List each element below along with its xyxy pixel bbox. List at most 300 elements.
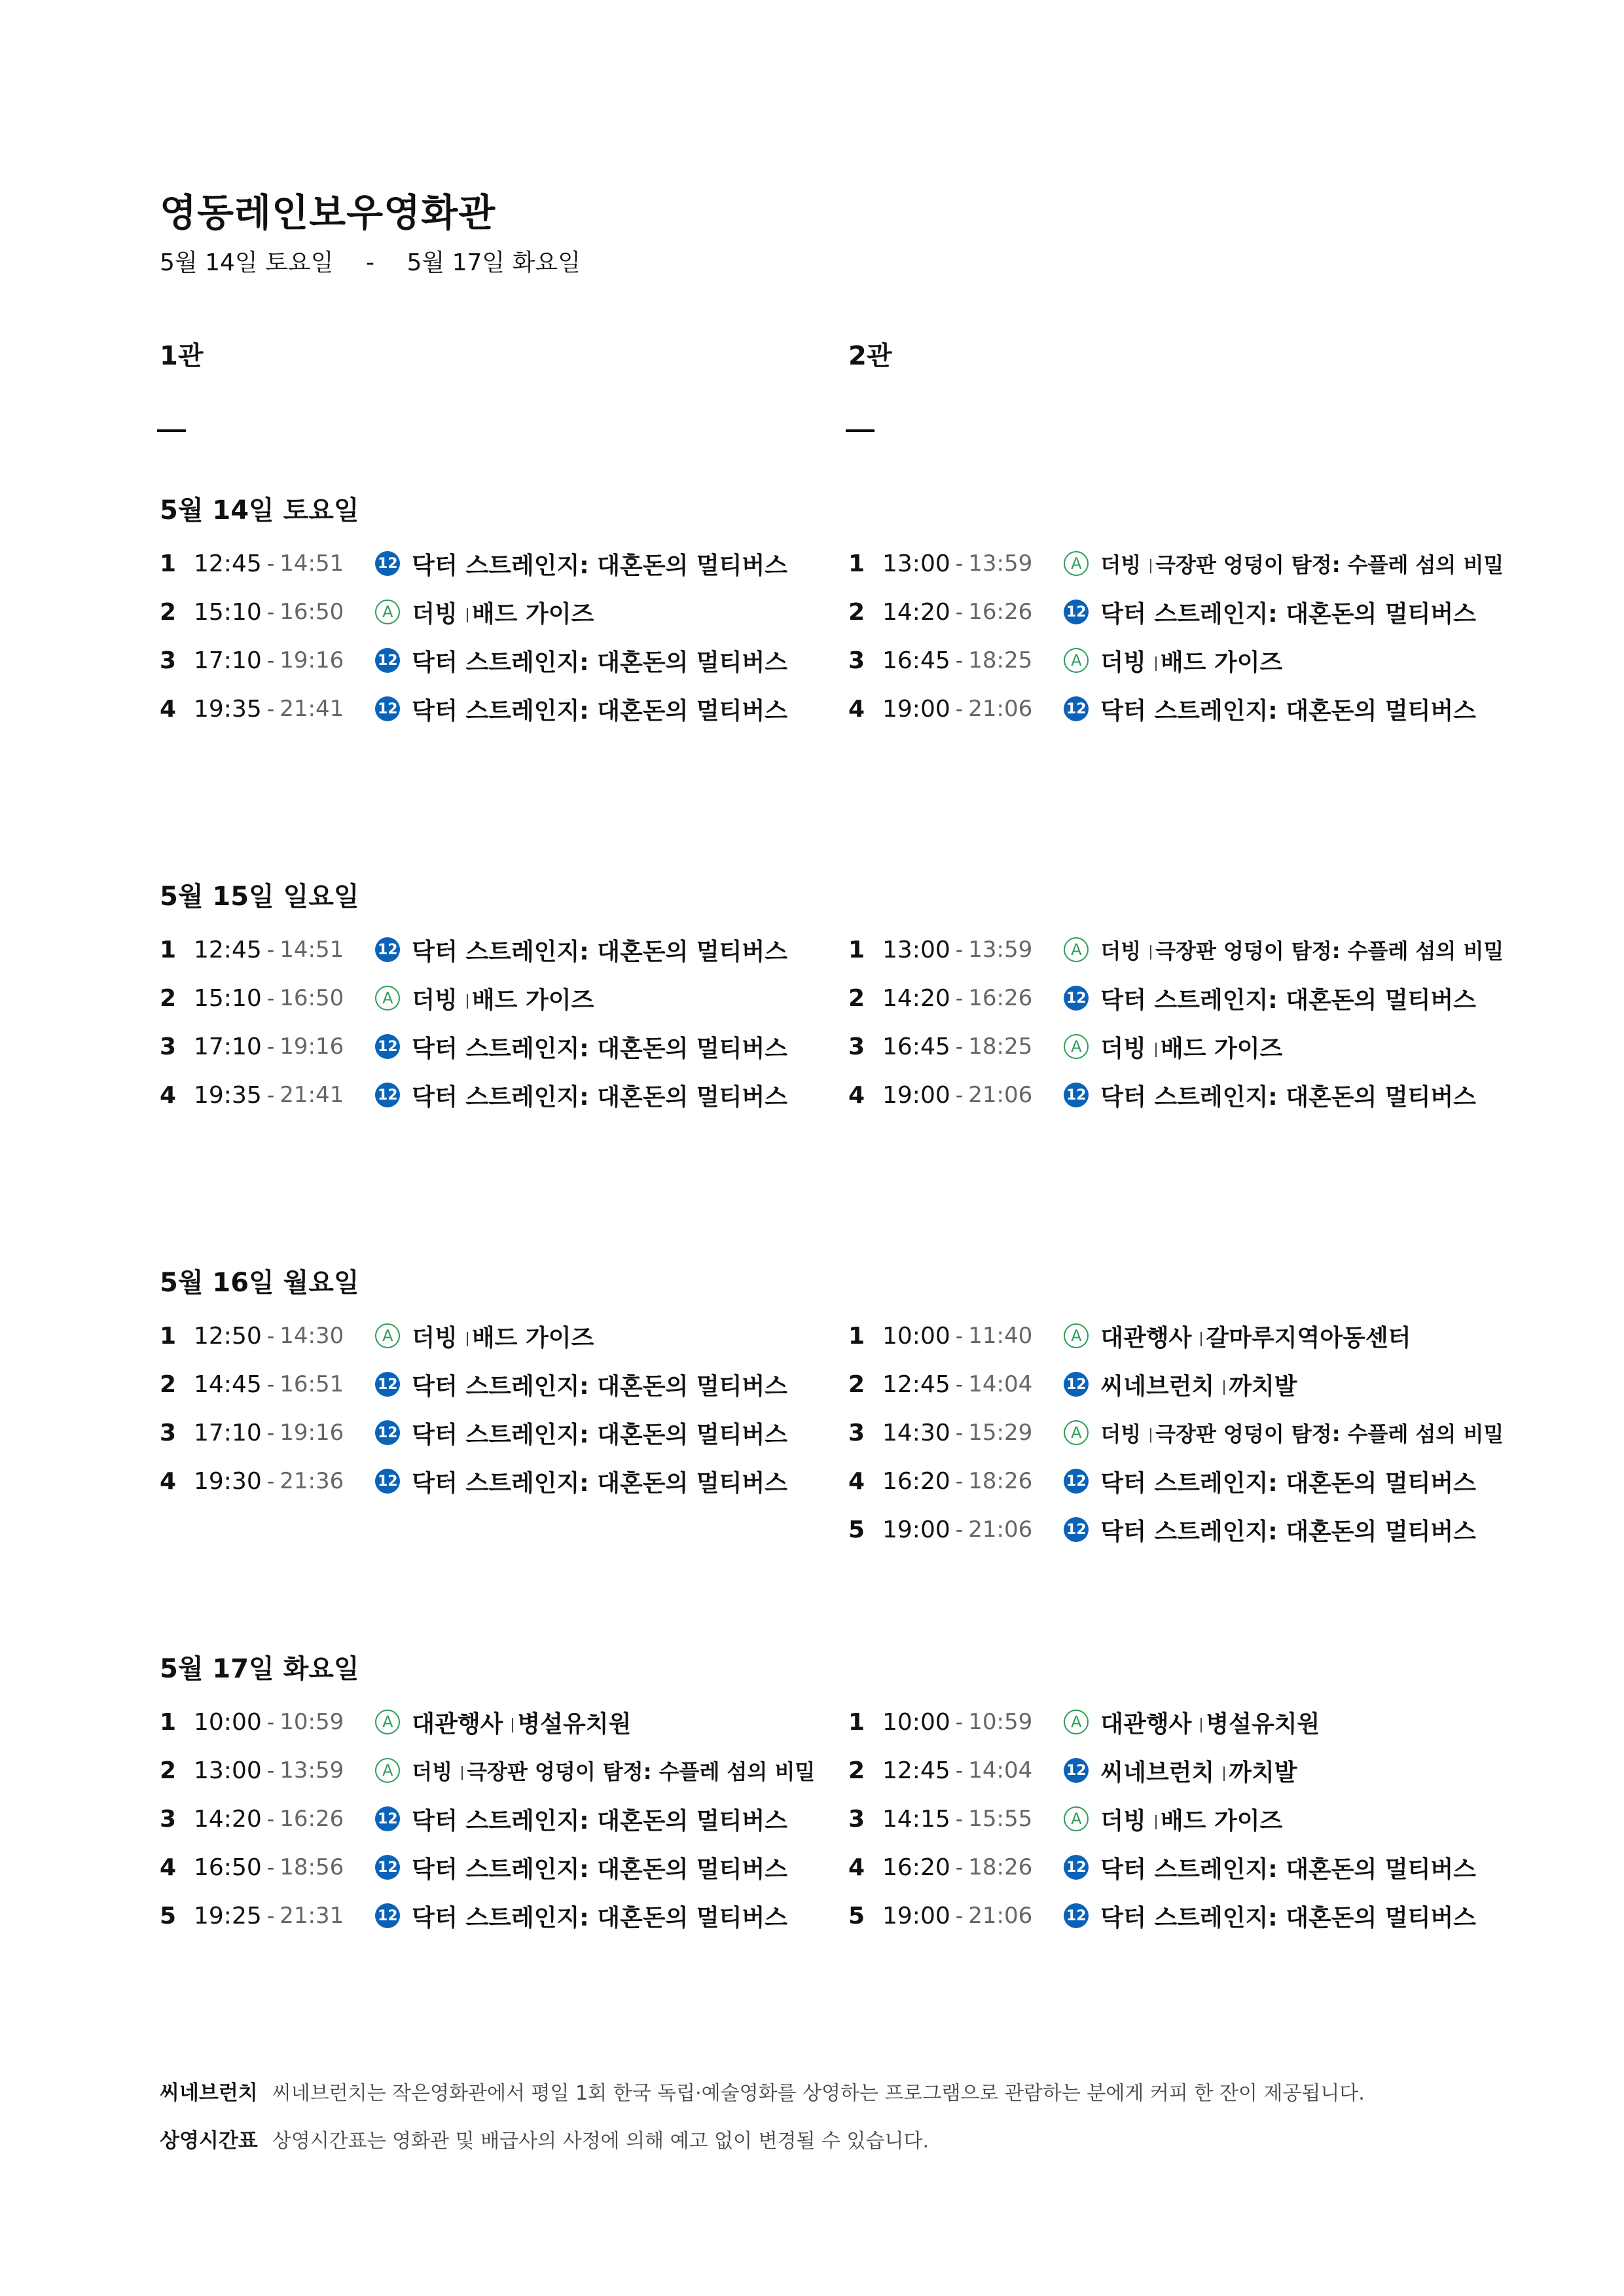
start-time: 16:20	[882, 1467, 950, 1495]
start-time: 14:30	[882, 1419, 950, 1446]
end-time: 14:30	[280, 1323, 344, 1349]
time-separator: -	[955, 1083, 964, 1107]
showtime-row	[160, 596, 594, 628]
showtime-row	[160, 547, 787, 580]
time-separator: -	[955, 1517, 964, 1542]
film-title	[412, 933, 787, 967]
end-time: 10:59	[968, 1709, 1033, 1735]
time-separator: -	[955, 1034, 964, 1059]
rating-12-icon: 12	[1064, 1903, 1089, 1928]
time-separator: -	[266, 696, 275, 721]
hall-1-dash	[157, 429, 186, 432]
film-title	[412, 1706, 631, 1739]
time-separator: -	[955, 1420, 964, 1445]
film-title	[1100, 596, 1476, 629]
end-time: 18:56	[280, 1854, 344, 1880]
note-label: 상영시간표	[160, 2129, 258, 2153]
divider	[1150, 945, 1151, 960]
film-title	[1100, 1513, 1476, 1547]
showtime-row	[848, 644, 1282, 677]
note-label: 씨네브런치	[160, 2081, 258, 2105]
end-time: 19:16	[280, 1033, 344, 1060]
start-time: 15:10	[194, 984, 262, 1012]
start-time: 14:15	[882, 1805, 950, 1833]
rating-12-icon: 12	[375, 937, 400, 962]
screening-number: 1	[848, 550, 865, 577]
start-time: 13:00	[882, 936, 950, 963]
film-title	[412, 1899, 787, 1933]
screening-number: 1	[160, 550, 177, 577]
film-name: 까치발	[1229, 1759, 1297, 1786]
day-heading: 5월 15일 일요일	[160, 882, 359, 912]
showtime-row	[848, 1368, 1297, 1401]
note-text: 상영시간표는 영화관 및 배급사의 사정에 의해 예고 없이 변경될 수 있습니다.	[272, 2130, 929, 2153]
showtime-row	[848, 1030, 1282, 1063]
end-time: 19:16	[280, 1420, 344, 1446]
showtime-row	[848, 692, 1476, 725]
film-title	[1100, 1030, 1282, 1064]
screening-number: 1	[160, 936, 177, 963]
end-time: 21:41	[280, 1082, 344, 1108]
screening-number: 3	[160, 1419, 177, 1446]
showtime-row	[848, 547, 1504, 580]
rating-12-icon: 12	[375, 1034, 400, 1059]
film-name: 닥터 스트레인지: 대혼돈의 멀티버스	[1100, 1904, 1476, 1931]
film-name: 닥터 스트레인지: 대혼돈의 멀티버스	[1100, 1856, 1476, 1883]
end-time: 21:06	[968, 1903, 1033, 1929]
start-time: 16:20	[882, 1854, 950, 1881]
start-time: 14:20	[882, 598, 950, 626]
screening-type: 더빙	[1100, 939, 1142, 963]
showtime-row	[160, 1079, 787, 1111]
showtime-row	[160, 1706, 631, 1738]
end-time: 19:16	[280, 647, 344, 673]
divider	[1150, 1428, 1151, 1443]
screening-type: 씨네브런치	[1100, 1372, 1215, 1400]
film-title	[412, 1416, 787, 1450]
rating-all-icon: A	[375, 1710, 400, 1734]
date-from: 5월 14일 토요일	[160, 249, 334, 276]
start-time: 10:00	[194, 1708, 262, 1736]
rating-all-icon: A	[1064, 1710, 1089, 1734]
showtime-row	[160, 1803, 787, 1835]
showtime-row	[848, 1754, 1297, 1787]
screening-type: 더빙	[412, 600, 458, 628]
screening-type: 대관행사	[1100, 1324, 1192, 1352]
rating-12-icon: 12	[375, 1372, 400, 1397]
screening-number: 4	[848, 1081, 865, 1109]
screening-number: 4	[160, 1081, 177, 1109]
hall-1-heading: 1관	[160, 341, 204, 371]
film-name: 닥터 스트레인지: 대혼돈의 멀티버스	[412, 649, 787, 676]
time-separator: -	[955, 551, 964, 576]
film-title	[1100, 1706, 1320, 1739]
start-time: 16:45	[882, 647, 950, 674]
start-time: 19:35	[194, 1081, 262, 1109]
rating-12-icon: 12	[1064, 1855, 1089, 1880]
film-name: 병설유치원	[1206, 1710, 1320, 1738]
time-separator: -	[955, 1710, 964, 1734]
rating-all-icon: A	[375, 1758, 400, 1783]
film-name: 닥터 스트레인지: 대혼돈의 멀티버스	[1100, 697, 1476, 725]
end-time: 15:29	[968, 1420, 1033, 1446]
date-separator: -	[365, 249, 374, 276]
screening-number: 2	[848, 598, 865, 626]
film-name: 극장판 엉덩이 탐정: 수플레 섬의 비밀	[1155, 552, 1504, 577]
showtime-row	[848, 982, 1476, 1014]
screening-number: 4	[848, 695, 865, 723]
screening-number: 4	[848, 1467, 865, 1495]
showtime-row	[848, 1319, 1411, 1352]
screening-number: 3	[160, 1805, 177, 1833]
rating-12-icon: 12	[1064, 1083, 1089, 1107]
time-separator: -	[955, 1758, 964, 1783]
film-title	[412, 1851, 787, 1884]
showtime-row	[848, 596, 1476, 628]
start-time: 14:45	[194, 1371, 262, 1398]
screening-number: 3	[848, 1419, 865, 1446]
film-title	[412, 692, 787, 726]
screening-number: 5	[848, 1516, 865, 1543]
time-separator: -	[955, 600, 964, 624]
time-separator: -	[266, 1855, 275, 1880]
screening-number: 2	[160, 1757, 177, 1784]
screening-type: 더빙	[1100, 1422, 1142, 1446]
film-title	[412, 1319, 594, 1353]
time-separator: -	[266, 986, 275, 1011]
film-title	[1100, 692, 1476, 726]
start-time: 16:45	[882, 1033, 950, 1060]
divider	[467, 994, 468, 1009]
time-separator: -	[955, 1903, 964, 1928]
end-time: 21:36	[280, 1468, 344, 1494]
showtime-row	[848, 1706, 1320, 1738]
screening-number: 3	[848, 1805, 865, 1833]
film-name: 배드 가이즈	[1160, 1035, 1283, 1062]
start-time: 16:50	[194, 1854, 262, 1881]
film-name: 닥터 스트레인지: 대혼돈의 멀티버스	[412, 1083, 787, 1111]
rating-all-icon: A	[1064, 1806, 1089, 1831]
end-time: 14:51	[280, 937, 344, 963]
hall-2-dash	[846, 429, 875, 432]
screening-type: 더빙	[1100, 649, 1146, 676]
screening-number: 1	[160, 1322, 177, 1350]
time-separator: -	[266, 1806, 275, 1831]
film-title	[1100, 982, 1476, 1015]
start-time: 17:10	[194, 1033, 262, 1060]
screening-number: 2	[848, 1371, 865, 1398]
showtime-row	[160, 1030, 787, 1063]
film-name: 닥터 스트레인지: 대혼돈의 멀티버스	[1100, 1469, 1476, 1497]
screening-number: 2	[160, 984, 177, 1012]
end-time: 10:59	[280, 1709, 344, 1735]
end-time: 16:26	[968, 985, 1033, 1011]
showtime-row	[848, 1851, 1476, 1884]
showtime-row	[160, 1851, 787, 1884]
start-time: 14:20	[194, 1805, 262, 1833]
end-time: 21:06	[968, 696, 1033, 722]
rating-12-icon: 12	[1064, 1517, 1089, 1542]
screening-number: 1	[848, 936, 865, 963]
screening-number: 4	[160, 695, 177, 723]
end-time: 21:31	[280, 1903, 344, 1929]
end-time: 15:55	[968, 1806, 1033, 1832]
screening-number: 4	[160, 1467, 177, 1495]
showtime-row	[160, 692, 787, 725]
film-name: 닥터 스트레인지: 대혼돈의 멀티버스	[412, 1856, 787, 1883]
showtime-row	[160, 1754, 815, 1787]
rating-all-icon: A	[1064, 1034, 1089, 1059]
showtime-row	[848, 1513, 1476, 1546]
showtime-row	[160, 1319, 594, 1352]
film-name: 닥터 스트레인지: 대혼돈의 멀티버스	[412, 1904, 787, 1931]
start-time: 15:10	[194, 598, 262, 626]
screening-number: 3	[160, 647, 177, 674]
film-name: 닥터 스트레인지: 대혼돈의 멀티버스	[412, 1372, 787, 1400]
film-name: 극장판 엉덩이 탐정: 수플레 섬의 비밀	[1155, 1422, 1504, 1446]
rating-12-icon: 12	[375, 1806, 400, 1831]
end-time: 18:25	[968, 1033, 1033, 1060]
end-time: 21:06	[968, 1516, 1033, 1543]
screening-number: 1	[160, 1708, 177, 1736]
film-name: 닥터 스트레인지: 대혼돈의 멀티버스	[412, 1421, 787, 1448]
showtime-row	[848, 1803, 1282, 1835]
start-time: 10:00	[882, 1322, 950, 1350]
day-heading: 5월 16일 월요일	[160, 1268, 359, 1298]
end-time: 21:41	[280, 696, 344, 722]
screening-number: 3	[160, 1033, 177, 1060]
start-time: 12:50	[194, 1322, 262, 1350]
divider	[1150, 559, 1151, 573]
film-name: 닥터 스트레인지: 대혼돈의 멀티버스	[1100, 600, 1476, 628]
divider	[1200, 1718, 1202, 1732]
showtime-row	[848, 1416, 1504, 1449]
time-separator: -	[266, 600, 275, 624]
screening-type: 더빙	[412, 1324, 458, 1352]
day-heading: 5월 17일 화요일	[160, 1654, 359, 1684]
start-time: 19:30	[194, 1467, 262, 1495]
divider	[467, 1332, 468, 1346]
screening-number: 3	[848, 1033, 865, 1060]
time-separator: -	[955, 1372, 964, 1397]
screening-number: 4	[160, 1854, 177, 1881]
rating-12-icon: 12	[1064, 696, 1089, 721]
showtime-row	[160, 1899, 787, 1932]
end-time: 18:26	[968, 1854, 1033, 1880]
time-separator: -	[266, 1083, 275, 1107]
divider	[1200, 1332, 1202, 1346]
rating-all-icon: A	[375, 1323, 400, 1348]
film-title	[1100, 644, 1282, 677]
end-time: 16:51	[280, 1371, 344, 1397]
time-separator: -	[955, 648, 964, 673]
film-title	[1100, 935, 1504, 965]
screening-type: 더빙	[412, 1759, 453, 1784]
film-name: 닥터 스트레인지: 대혼돈의 멀티버스	[412, 697, 787, 725]
rating-all-icon: A	[1064, 648, 1089, 673]
end-time: 16:50	[280, 599, 344, 625]
time-separator: -	[266, 1758, 275, 1783]
screening-number: 3	[848, 647, 865, 674]
showtime-row	[848, 1465, 1476, 1498]
start-time: 12:45	[882, 1371, 950, 1398]
rating-12-icon: 12	[375, 648, 400, 673]
film-name: 배드 가이즈	[1160, 1807, 1283, 1835]
film-title	[1100, 1754, 1297, 1787]
film-name: 닥터 스트레인지: 대혼돈의 멀티버스	[1100, 1083, 1476, 1111]
screening-type: 씨네브런치	[1100, 1759, 1215, 1786]
film-name: 닥터 스트레인지: 대혼돈의 멀티버스	[412, 938, 787, 965]
note-cinebrunch	[160, 2076, 1365, 2106]
film-title	[1100, 1899, 1476, 1933]
rating-all-icon: A	[375, 986, 400, 1011]
film-title	[412, 1465, 787, 1498]
film-name: 갈마루지역아동센터	[1206, 1324, 1411, 1352]
end-time: 14:51	[280, 550, 344, 577]
end-time: 11:40	[968, 1323, 1033, 1349]
film-name: 닥터 스트레인지: 대혼돈의 멀티버스	[1100, 986, 1476, 1014]
rating-all-icon: A	[1064, 937, 1089, 962]
start-time: 19:25	[194, 1902, 262, 1929]
end-time: 13:59	[968, 937, 1033, 963]
start-time: 19:00	[882, 695, 950, 723]
rating-12-icon: 12	[1064, 1372, 1089, 1397]
showtime-row	[160, 933, 787, 966]
rating-12-icon: 12	[375, 696, 400, 721]
end-time: 18:25	[968, 647, 1033, 673]
film-name: 배드 가이즈	[471, 1324, 594, 1352]
showtime-row	[160, 1465, 787, 1498]
screening-number: 2	[848, 1757, 865, 1784]
screening-number: 1	[848, 1708, 865, 1736]
showtime-row	[848, 933, 1504, 966]
showtime-row	[160, 644, 787, 677]
time-separator: -	[266, 1903, 275, 1928]
film-title	[1100, 1368, 1297, 1401]
start-time: 13:00	[194, 1757, 262, 1784]
film-title	[1100, 1803, 1282, 1836]
film-title	[1100, 1418, 1504, 1448]
note-text: 씨네브런치는 작은영화관에서 평일 1회 한국 독립·예술영화를 상영하는 프로그램으로 관람하는 분에게 커피 한 잔이 제공됩니다.	[272, 2082, 1365, 2105]
film-name: 배드 가이즈	[1160, 649, 1283, 676]
rating-12-icon: 12	[375, 1855, 400, 1880]
film-name: 극장판 엉덩이 탐정: 수플레 섬의 비밀	[467, 1759, 816, 1784]
film-title	[412, 644, 787, 677]
start-time: 12:45	[194, 550, 262, 577]
end-time: 16:26	[280, 1806, 344, 1832]
end-time: 13:59	[968, 550, 1033, 577]
end-time: 16:26	[968, 599, 1033, 625]
time-separator: -	[266, 937, 275, 962]
rating-12-icon: 12	[1064, 1758, 1089, 1783]
film-name: 배드 가이즈	[471, 986, 594, 1014]
screening-type: 더빙	[412, 986, 458, 1014]
end-time: 16:50	[280, 985, 344, 1011]
rating-12-icon: 12	[1064, 600, 1089, 624]
showtime-row	[160, 1368, 787, 1401]
rating-12-icon: 12	[375, 1420, 400, 1445]
screening-type: 대관행사	[412, 1710, 503, 1738]
start-time: 19:00	[882, 1516, 950, 1543]
film-title	[412, 1803, 787, 1836]
start-time: 19:00	[882, 1081, 950, 1109]
divider	[461, 1766, 463, 1780]
time-separator: -	[955, 986, 964, 1011]
divider	[1155, 1815, 1157, 1829]
day-heading: 5월 14일 토요일	[160, 495, 359, 526]
start-time: 12:45	[882, 1757, 950, 1784]
end-time: 14:04	[968, 1757, 1033, 1784]
film-name: 닥터 스트레인지: 대혼돈의 멀티버스	[412, 552, 787, 579]
time-separator: -	[955, 1469, 964, 1494]
screening-type: 대관행사	[1100, 1710, 1192, 1738]
screening-number: 5	[848, 1902, 865, 1929]
divider	[1155, 656, 1157, 671]
time-separator: -	[955, 1806, 964, 1831]
time-separator: -	[266, 1372, 275, 1397]
screening-number: 2	[848, 984, 865, 1012]
divider	[512, 1718, 513, 1732]
screening-number: 1	[848, 1322, 865, 1350]
time-separator: -	[955, 696, 964, 721]
film-title	[412, 547, 787, 581]
divider	[1223, 1767, 1225, 1781]
film-name: 까치발	[1229, 1372, 1297, 1400]
film-name: 극장판 엉덩이 탐정: 수플레 섬의 비밀	[1155, 939, 1504, 963]
showtime-row	[160, 1416, 787, 1449]
film-name: 닥터 스트레인지: 대혼돈의 멀티버스	[412, 1469, 787, 1497]
end-time: 14:04	[968, 1371, 1033, 1397]
page-title: 영동레인보우영화관	[160, 190, 496, 235]
showtime-row	[848, 1079, 1476, 1111]
rating-all-icon: A	[1064, 1420, 1089, 1445]
time-separator: -	[955, 937, 964, 962]
divider	[1155, 1043, 1157, 1057]
film-title	[1100, 1851, 1476, 1884]
film-name: 닥터 스트레인지: 대혼돈의 멀티버스	[1100, 1518, 1476, 1545]
note-schedule	[160, 2124, 929, 2153]
date-range	[160, 244, 581, 278]
film-title	[412, 596, 594, 629]
rating-12-icon: 12	[375, 1469, 400, 1494]
screening-number: 2	[160, 1371, 177, 1398]
time-separator: -	[266, 648, 275, 673]
screening-type: 더빙	[1100, 1035, 1146, 1062]
film-name: 배드 가이즈	[471, 600, 594, 628]
film-name: 닥터 스트레인지: 대혼돈의 멀티버스	[412, 1035, 787, 1062]
start-time: 19:35	[194, 695, 262, 723]
film-title	[412, 1079, 787, 1112]
divider	[1223, 1380, 1225, 1395]
date-to: 5월 17일 화요일	[406, 249, 581, 276]
time-separator: -	[955, 1323, 964, 1348]
film-title	[1100, 548, 1504, 579]
film-title	[1100, 1079, 1476, 1112]
end-time: 21:06	[968, 1082, 1033, 1108]
start-time: 17:10	[194, 1419, 262, 1446]
rating-12-icon: 12	[1064, 986, 1089, 1011]
rating-all-icon: A	[375, 600, 400, 624]
rating-12-icon: 12	[375, 1083, 400, 1107]
time-separator: -	[266, 1034, 275, 1059]
film-title	[412, 982, 594, 1015]
screening-type: 더빙	[1100, 552, 1142, 577]
start-time: 19:00	[882, 1902, 950, 1929]
rating-all-icon: A	[1064, 551, 1089, 576]
showtime-row	[160, 982, 594, 1014]
film-title	[412, 1755, 815, 1785]
rating-12-icon: 12	[375, 1903, 400, 1928]
